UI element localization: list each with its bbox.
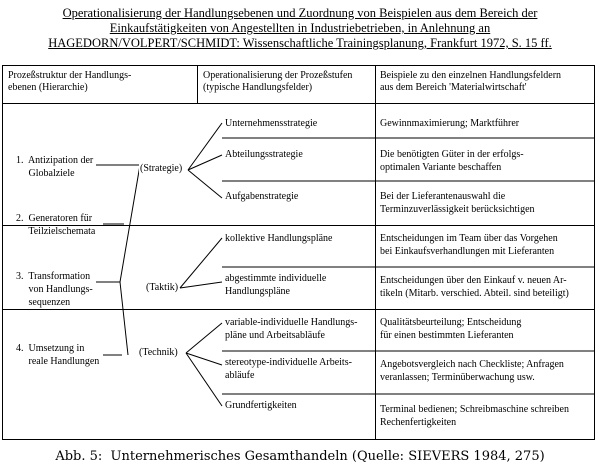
process-step-1: 1. Antizipation der Globalziele [16,155,94,179]
field-row-6: variable-individuelle Handlungs- pläne und Arbeitsabläufe [225,317,358,341]
example-row-5: Entscheidungen über den Einkauf v. neuen Ar- tikeln (Mitarb. verschied. Abteil. sind beteiligt) [380,275,569,299]
title-line-3: HAGEDORN/VOLPERT/SCHMIDT: Wissenschaftliche Trainingsplanung, Frankfurt 1972, S. 15 ff. [48,36,552,50]
process-step-3: 3. Transformation von Handlungs- sequenzen [16,271,93,308]
example-row-7: Angebotsvergleich nach Checkliste; Anfragen veranlassen; Terminüberwachung usw. [380,359,564,383]
field-row-3: Aufgabenstrategie [225,191,299,202]
process-step-4: 4. Umsetzung in reale Handlungen [16,343,100,367]
process-step-2: 2. Generatoren für Teilzielschemata [16,213,96,237]
level-tactic: (Taktik) [146,282,179,293]
field-row-8: Grundfertigkeiten [225,400,297,411]
level-technique: (Technik) [139,347,178,358]
example-row-1: Gewinnmaximierung; Marktführer [380,118,520,129]
example-row-4: Entscheidungen im Team über das Vorgehen bei Einkaufsverhandlungen mit Lieferanten [380,233,558,257]
field-row-2: Abteilungsstrategie [225,149,303,160]
title-line-1: Operationalisierung der Handlungsebenen und Zuordnung von Beispielen aus dem Bereich der [62,6,538,20]
field-row-5: abgestimmte individuelle Handlungspläne [225,273,327,297]
title-line-2: Einkaufstätigkeiten von Angestellten in Industriebetrieben, in Anlehnung an [109,21,491,35]
field-row-7: stereotype-individuelle Arbeits- abläufe [225,357,352,381]
example-row-3: Bei der Lieferantenauswahl die Terminzuverlässigkeit berücksichtigen [380,191,535,215]
header-process-structure: Prozeßstruktur der Handlungs- ebenen (Hierarchie) [8,70,132,93]
field-row-1: Unternehmensstrategie [225,118,318,129]
example-row-8: Terminal bedienen; Schreibmaschine schreiben Rechenfertigkeiten [380,404,569,428]
header-operationalisation: Operationalisierung der Prozeßstufen (typische Handlungsfelder) [203,70,353,93]
example-row-6: Qualitätsbeurteilung; Entscheidung für einen bestimmten Lieferanten [380,317,522,341]
figure-caption: Abb. 5: Unternehmerisches Gesamthandeln (Quelle: SIEVERS 1984, 275) [55,449,545,464]
level-strategy: (Strategie) [140,163,183,174]
header-examples: Beispiele zu den einzelnen Handlungsfeldern aus dem Bereich 'Materialwirtschaft' [380,70,562,93]
example-row-2: Die benötigten Güter in der erfolgs- optimalen Variante beschaffen [380,149,524,173]
field-row-4: kollektive Handlungspläne [225,233,333,244]
